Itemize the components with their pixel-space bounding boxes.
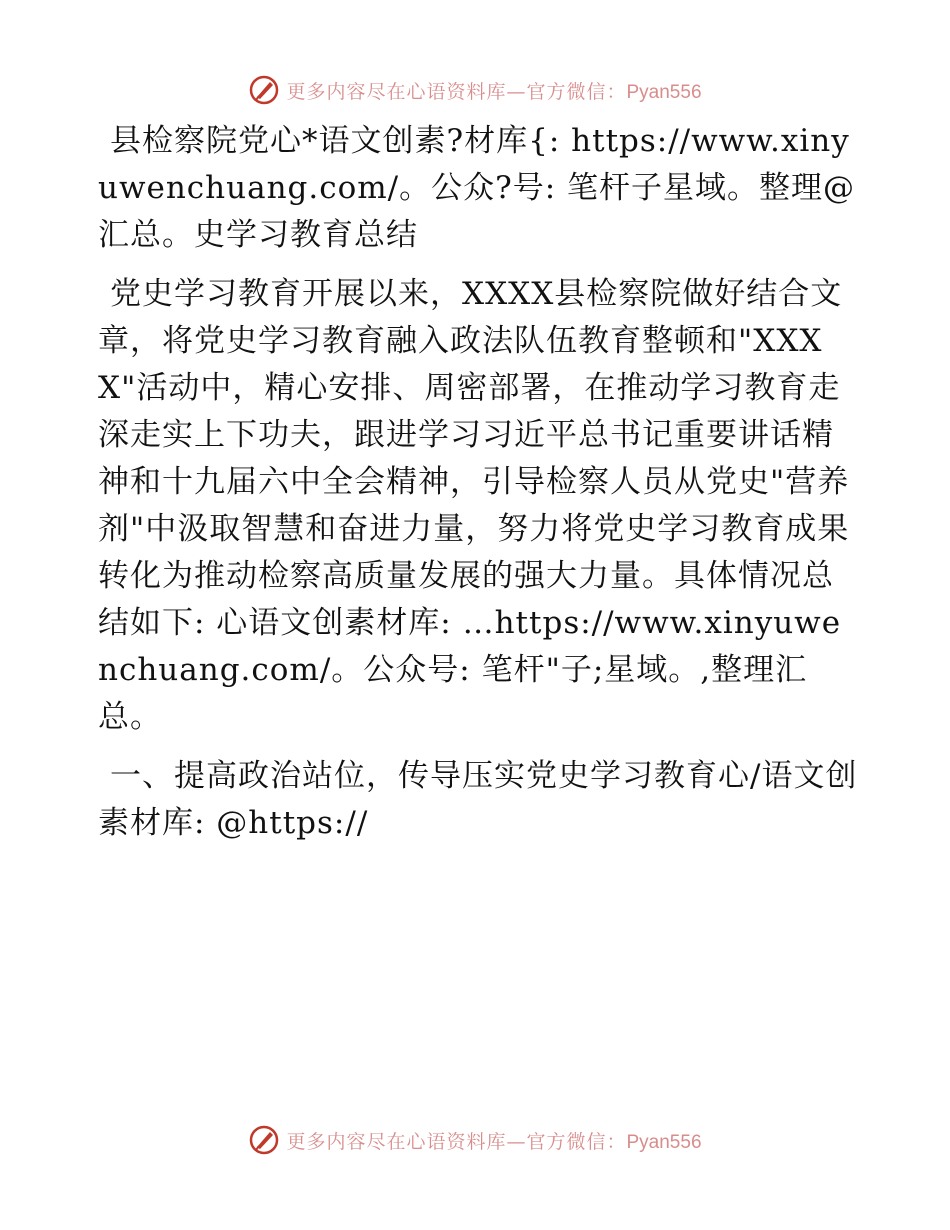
document-body bbox=[98, 118, 858, 859]
paragraph-intro: 党史学习教育开展以来，XXXX县检察院做好结合文章，将党史学习教育融入政法队伍教育整顿和"XXXX"活动中，精心安排、周密部署，在推动学习教育走深走实上下功夫，跟进学习习近平总书记重要讲话精神和十九届六中全会精神，引导检察人员从党史"营养剂"中汲取智慧和奋进力量，努力将党史学习教育成果转化为推动检察高质量发展的强大力量。具体情况总结如下: 心语文创素材库: …https://www.xinyuwenchuang.com/。公众号: 笔杆"子;星域。,整理汇总。 bbox=[98, 276, 850, 735]
footer-watermark-banner bbox=[0, 1120, 950, 1160]
wechat-handle: Pyan556 bbox=[626, 1131, 702, 1153]
banner-text: 更多内容尽在心语资料库—官方微信：Pyan556 bbox=[286, 80, 702, 103]
wechat-handle: Pyan556 bbox=[626, 81, 702, 103]
header-watermark-banner bbox=[0, 70, 950, 110]
paragraph-section-one: 一、提高政治站位，传导压实党史学习教育心/语文创素材库: @https:// bbox=[98, 758, 858, 841]
quill-logo-icon bbox=[248, 1124, 280, 1156]
paragraph-title: 县检察院党心*语文创素?材库{: https://www.xinyuwenchuang.com/。公众?号: 笔杆子星域。整理@汇总。史学习教育总结 bbox=[98, 123, 856, 253]
quill-logo-icon bbox=[248, 74, 280, 106]
banner-text: 更多内容尽在心语资料库—官方微信：Pyan556 bbox=[286, 1130, 702, 1153]
